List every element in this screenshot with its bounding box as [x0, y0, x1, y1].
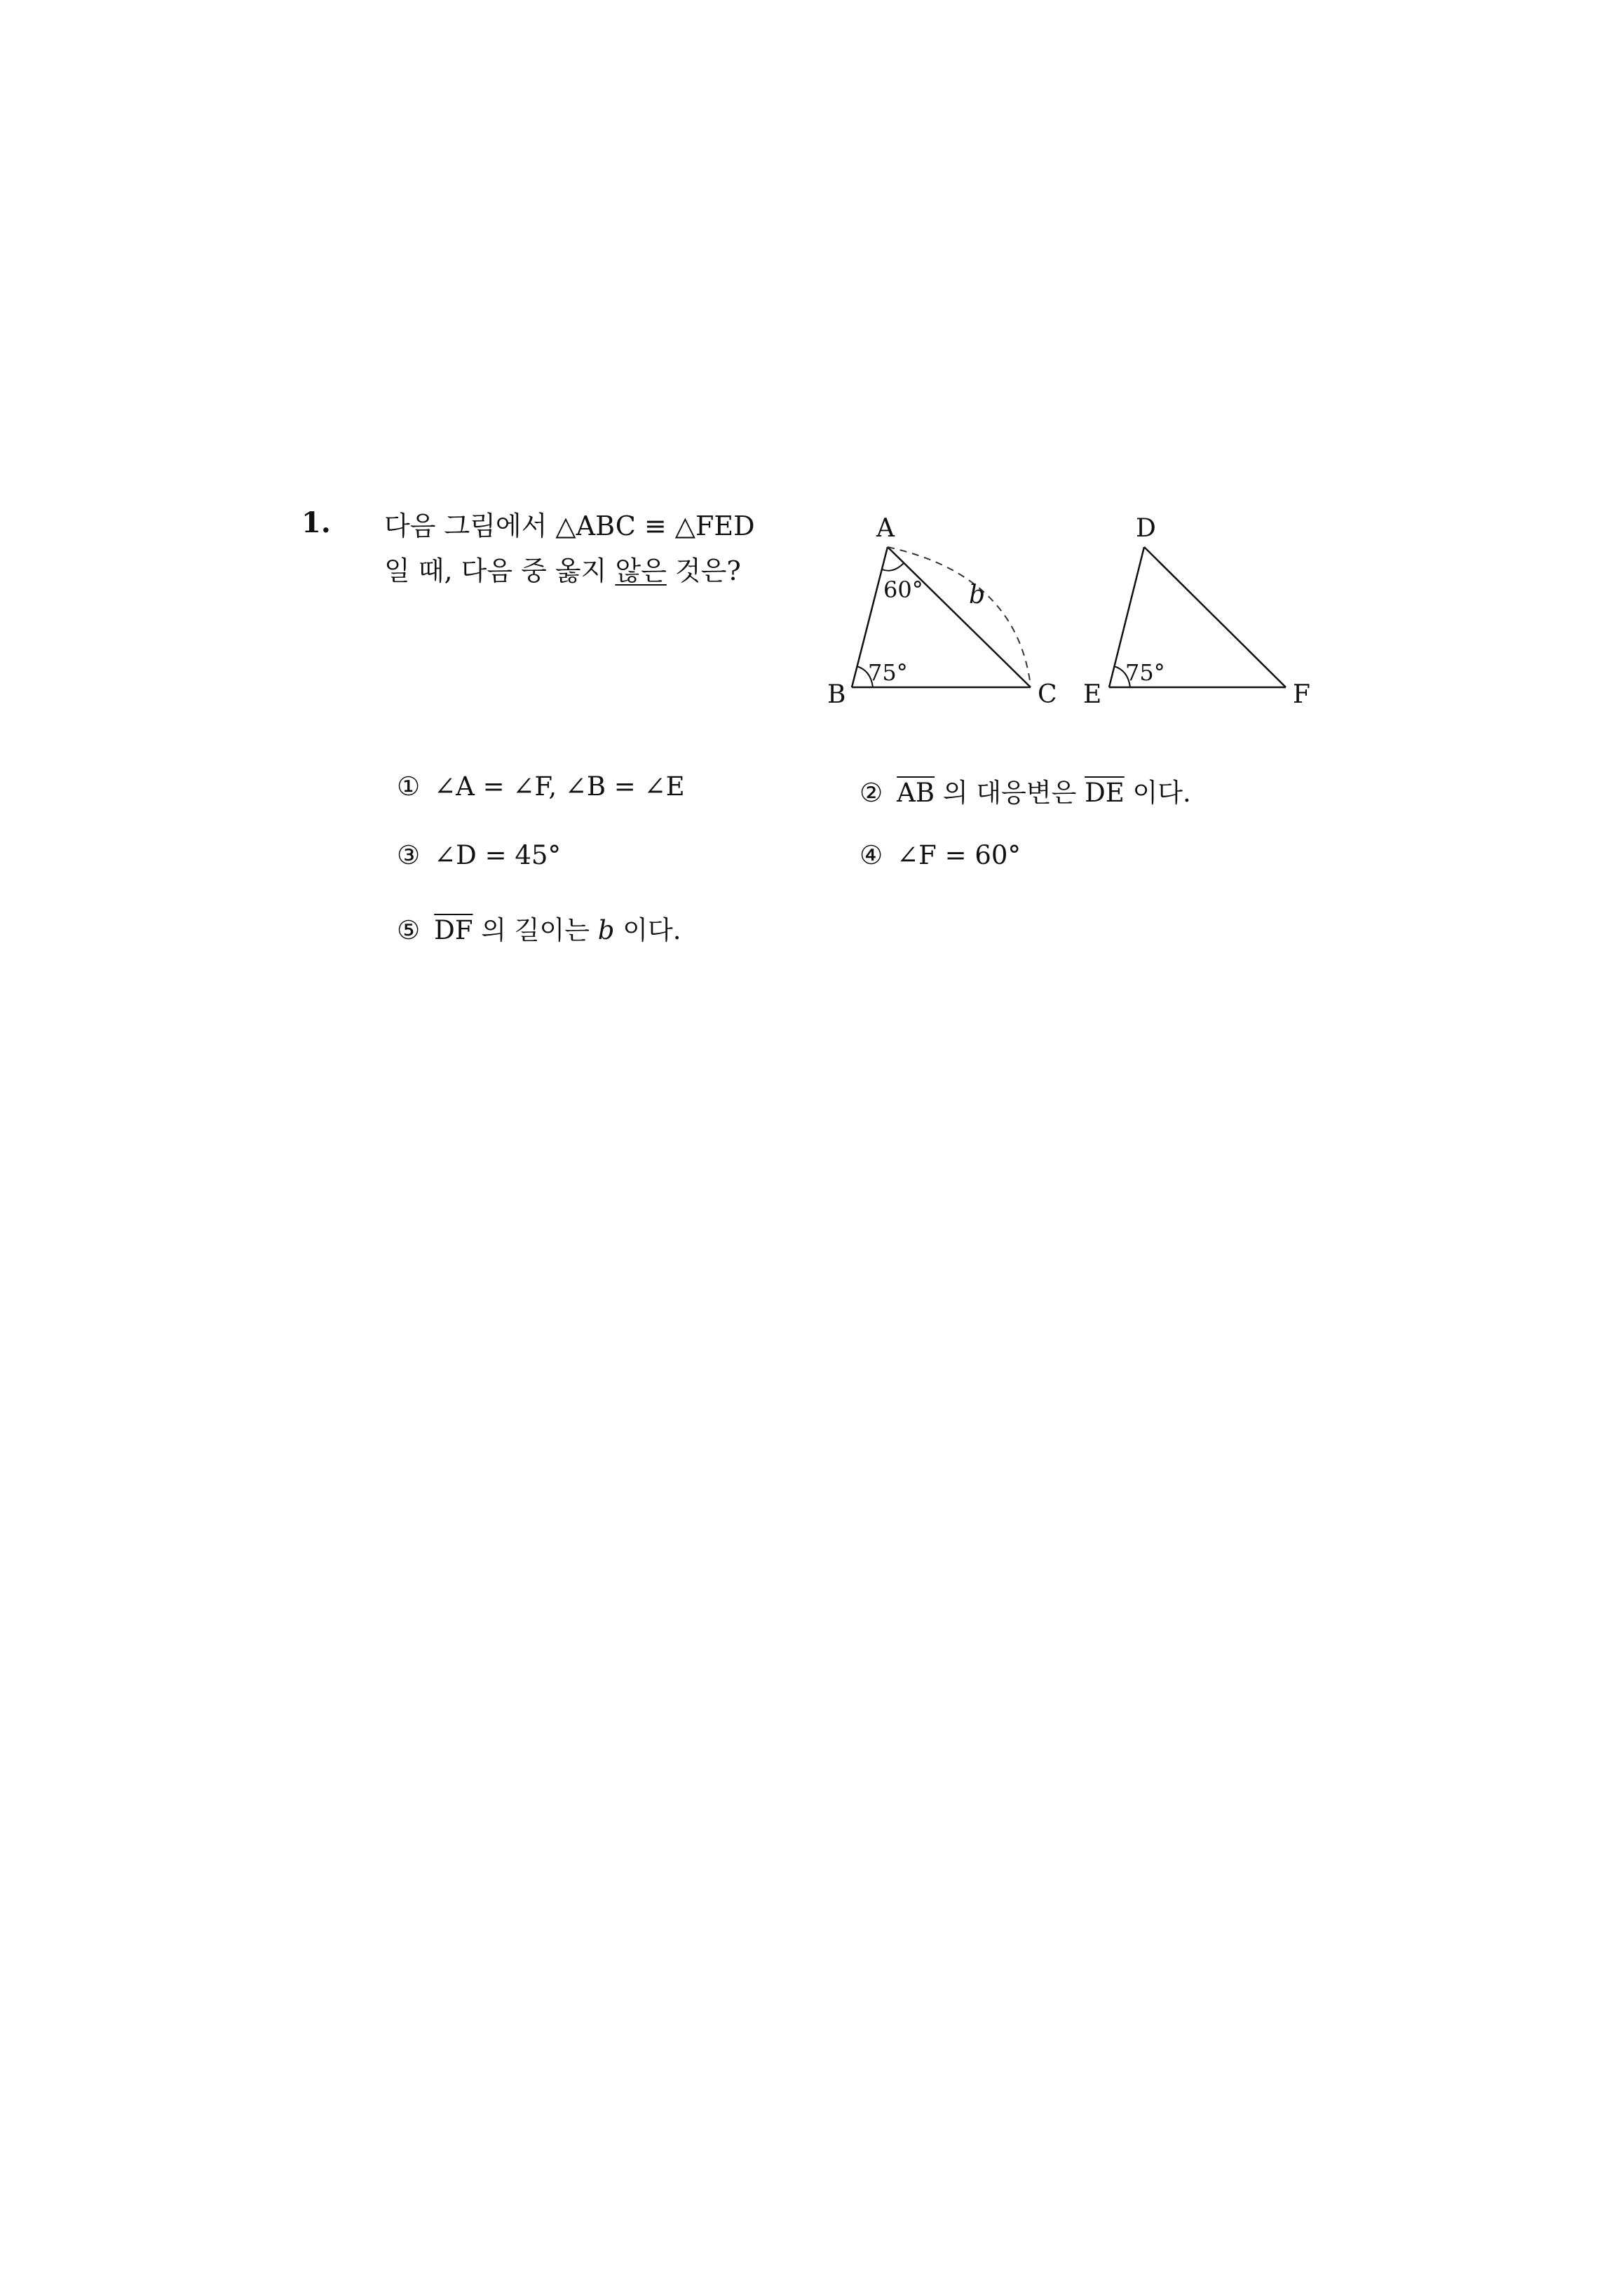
choice-2-segment-de: $\overline{DE}$ [1085, 778, 1125, 808]
label-angle-e: 75° [1125, 659, 1165, 686]
triangle-figure [806, 505, 1339, 722]
choice-4-text: ∠F = 60° [897, 840, 1021, 870]
stem-line-2 [384, 548, 755, 593]
choice-5-post: 의 길이는 [473, 915, 598, 945]
choice-1-number: ① [397, 771, 421, 802]
question-number: 1. [301, 506, 331, 539]
choice-5-tail: 이다. [614, 915, 681, 945]
stem-line-1: 다음 그림에서 △ABC ≡ △FED [384, 511, 755, 541]
choice-5[interactable] [397, 909, 681, 947]
stem-underlined-word: 않은 [615, 555, 667, 586]
choice-4[interactable] [860, 840, 1021, 870]
choice-2-post: 이다. [1124, 778, 1191, 808]
choice-3[interactable] [397, 840, 561, 870]
choice-5-number: ⑤ [397, 915, 421, 945]
choice-2-mid: 의 대응변은 [935, 778, 1085, 808]
label-c: C [1038, 680, 1057, 709]
label-f: F [1293, 680, 1310, 709]
label-a: A [876, 514, 895, 543]
stem-line-2-pre: 일 때, 다음 중 옳지 [384, 555, 616, 586]
choice-4-number: ④ [860, 840, 883, 870]
choice-2-segment-ab: $\overline{AB}$ [897, 778, 935, 808]
label-d: D [1136, 514, 1156, 543]
choice-5-segment-df: $\overline{DF}$ [434, 915, 473, 945]
choice-3-text: ∠D = 45° [434, 840, 561, 870]
label-side-b: b [969, 581, 986, 609]
choice-2[interactable] [860, 771, 1191, 809]
question-stem [384, 504, 755, 593]
choice-1-text: ∠A = ∠F, ∠B = ∠E [434, 771, 685, 802]
choice-3-number: ③ [397, 840, 421, 870]
angle-arc-a [882, 563, 904, 571]
choice-2-number: ② [860, 778, 883, 808]
label-e: E [1083, 680, 1102, 709]
choice-1[interactable] [397, 771, 685, 802]
label-angle-b: 75° [868, 659, 908, 686]
stem-line-2-post: 것은? [666, 555, 741, 586]
label-b: B [827, 680, 846, 709]
label-angle-a: 60° [883, 576, 923, 603]
choice-5-variable-b: b [597, 915, 615, 945]
